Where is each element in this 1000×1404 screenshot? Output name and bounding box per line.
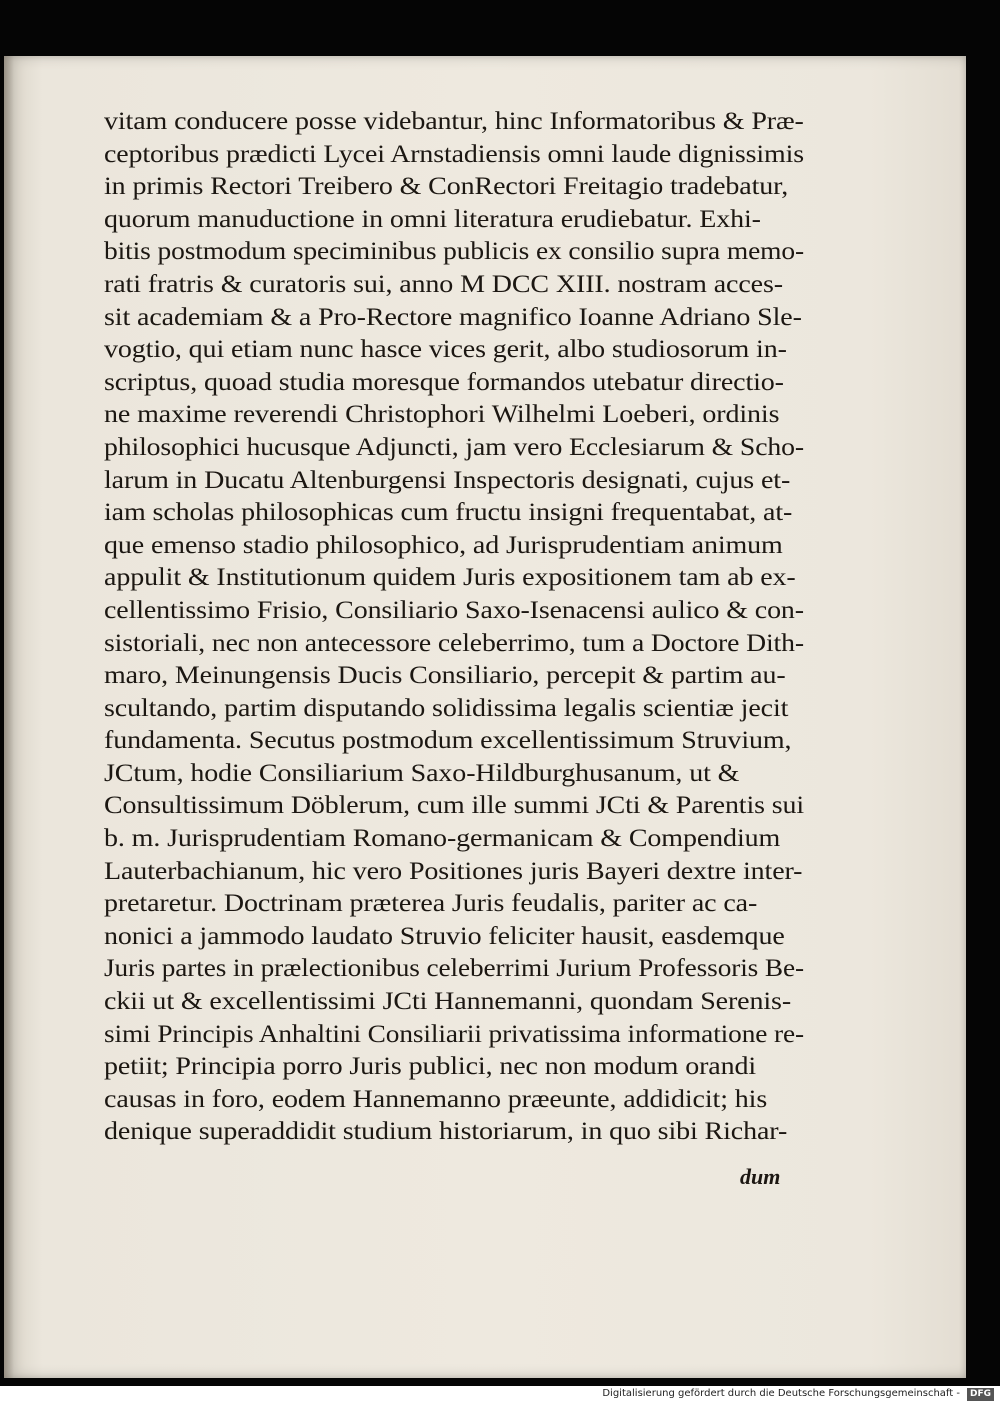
text-line: cellentissimo Frisio, Consiliario Saxo-Isenacensi aulico & con-	[104, 596, 805, 624]
text-line: ceptoribus prædicti Lycei Arnstadiensis omni laude dignissimis	[104, 140, 805, 168]
text-line: scultando, partim disputando solidissima legalis scientiæ jecit	[104, 694, 789, 722]
footer-bar	[0, 1386, 1000, 1404]
text-line: denique superaddidit studium historiarum, in quo sibi Richar-	[104, 1118, 788, 1146]
text-line: philosophici hucusque Adjuncti, jam vero Ecclesiarum & Scho-	[104, 433, 805, 461]
funding-credit: Digitalisierung gefördert durch die Deutsche Forschungsgemeinschaft -	[602, 1388, 960, 1399]
text-line: Consultissimum Döblerum, cum ille summi JCti & Parentis sui	[104, 792, 804, 820]
page-gutter-shadow	[4, 56, 14, 1378]
text-line: pretaretur. Doctrinam præterea Juris feudalis, pariter ac ca-	[104, 890, 758, 918]
text-line: sistoriali, nec non antecessore celeberrimo, tum a Doctore Dith-	[104, 629, 804, 657]
catchword: dum	[740, 1164, 781, 1189]
text-line: simi Principis Anhaltini Consiliarii privatissima informatione re-	[104, 1020, 804, 1048]
dfg-logo: DFG	[967, 1388, 994, 1401]
text-line: quorum manuductione in omni literatura erudiebatur. Exhi-	[104, 205, 761, 233]
text-line: vogtio, qui etiam nunc hasce vices gerit, albo studiosorum in-	[104, 336, 787, 364]
text-line: larum in Ducatu Altenburgensi Inspectoris designati, cujus et-	[104, 466, 791, 494]
text-line: b. m. Jurisprudentiam Romano-germanicam & Compendium	[104, 825, 781, 853]
text-line: JCtum, hodie Consiliarium Saxo-Hildburghusanum, ut &	[104, 759, 740, 787]
text-line: causas in foro, eodem Hannemanno præeunte, addidicit; his	[104, 1085, 768, 1113]
text-line: que emenso stadio philosophico, ad Jurisprudentiam animum	[104, 531, 783, 559]
text-line: maro, Meinungensis Ducis Consiliario, percepit & partim au-	[104, 662, 786, 690]
text-line: rati fratris & curatoris sui, anno M DCC XIII. nostram acces-	[104, 270, 783, 298]
text-line: bitis postmodum speciminibus publicis ex consilio supra memo-	[104, 238, 805, 266]
text-line: iam scholas philosophicas cum fructu insigni frequentabat, at-	[104, 499, 793, 527]
text-line: in primis Rectori Treibero & ConRectori Freitagio tradebatur,	[104, 173, 789, 201]
text-line: vitam conducere posse videbantur, hinc Informatoribus & Præ-	[104, 108, 804, 135]
body-text	[104, 106, 804, 1149]
text-line: Juris partes in prælectionibus celeberrimi Jurium Professoris Be-	[104, 955, 804, 983]
text-line: nonici a jammodo laudato Struvio feliciter hausit, easdemque	[104, 922, 785, 950]
text-line: ne maxime reverendi Christophori Wilhelmi Loeberi, ordinis	[104, 401, 780, 429]
text-line: scriptus, quoad studia moresque formandos utebatur directio-	[104, 368, 784, 396]
text-line: sit academiam & a Pro-Rectore magnifico Ioanne Adriano Sle-	[104, 303, 802, 331]
text-line: Lauterbachianum, hic vero Positiones juris Bayeri dextre inter-	[104, 857, 803, 885]
text-line: petiit; Principia porro Juris publici, nec non modum orandi	[104, 1053, 757, 1081]
text-line: appulit & Institutionum quidem Juris expositionem tam ab ex-	[104, 564, 796, 592]
text-line: fundamenta. Secutus postmodum excellentissimum Struvium,	[104, 727, 792, 755]
text-line: ckii ut & excellentissimi JCti Hannemanni, quondam Serenis-	[104, 988, 792, 1016]
